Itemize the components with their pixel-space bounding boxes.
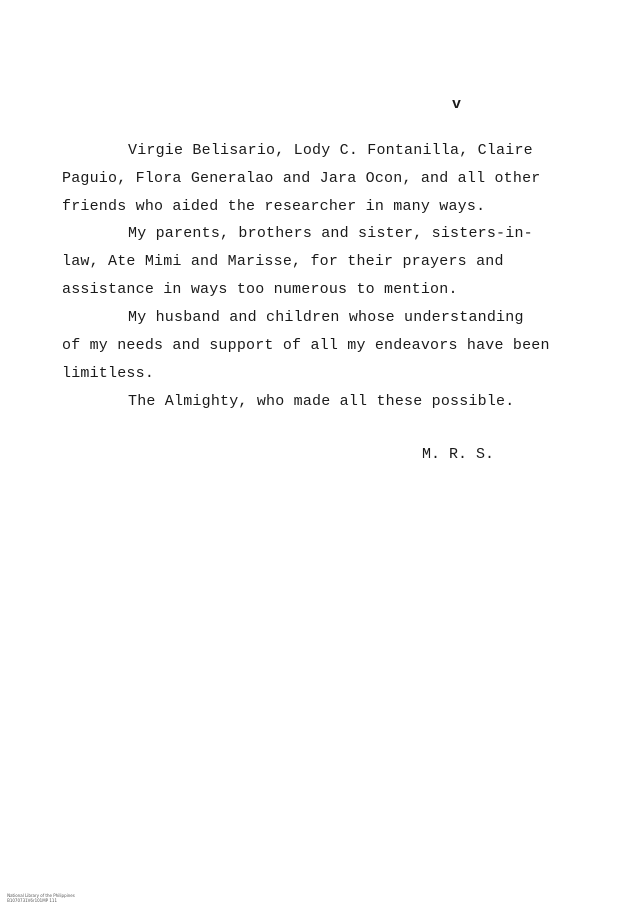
text-line-3: friends who aided the researcher in many ways.: [62, 198, 486, 215]
footer-library: National Library of the Philippines: [7, 893, 75, 898]
text-line-1: Virgie Belisario, Lody C. Fontanilla, Claire: [128, 142, 533, 159]
text-line-8: of my needs and support of all my endeavors have been: [62, 337, 550, 354]
text-line-7: My husband and children whose understanding: [128, 309, 524, 326]
text-line-6: assistance in ways too numerous to mention.: [62, 281, 458, 298]
text-line-10: The Almighty, who made all these possible.: [128, 393, 515, 410]
text-line-5: law, Ate Mimi and Marisse, for their prayers and: [62, 253, 504, 270]
text-line-4: My parents, brothers and sister, sisters-in-: [128, 225, 533, 242]
text-line-9: limitless.: [62, 365, 155, 382]
footer-watermark: [2, 888, 87, 908]
footer-code: B1070731V6r101MP 111: [7, 898, 57, 903]
page-number: v: [452, 96, 462, 113]
signature-initials: M. R. S.: [422, 446, 495, 463]
text-line-2: Paguio, Flora Generalao and Jara Ocon, and all other: [62, 170, 541, 187]
